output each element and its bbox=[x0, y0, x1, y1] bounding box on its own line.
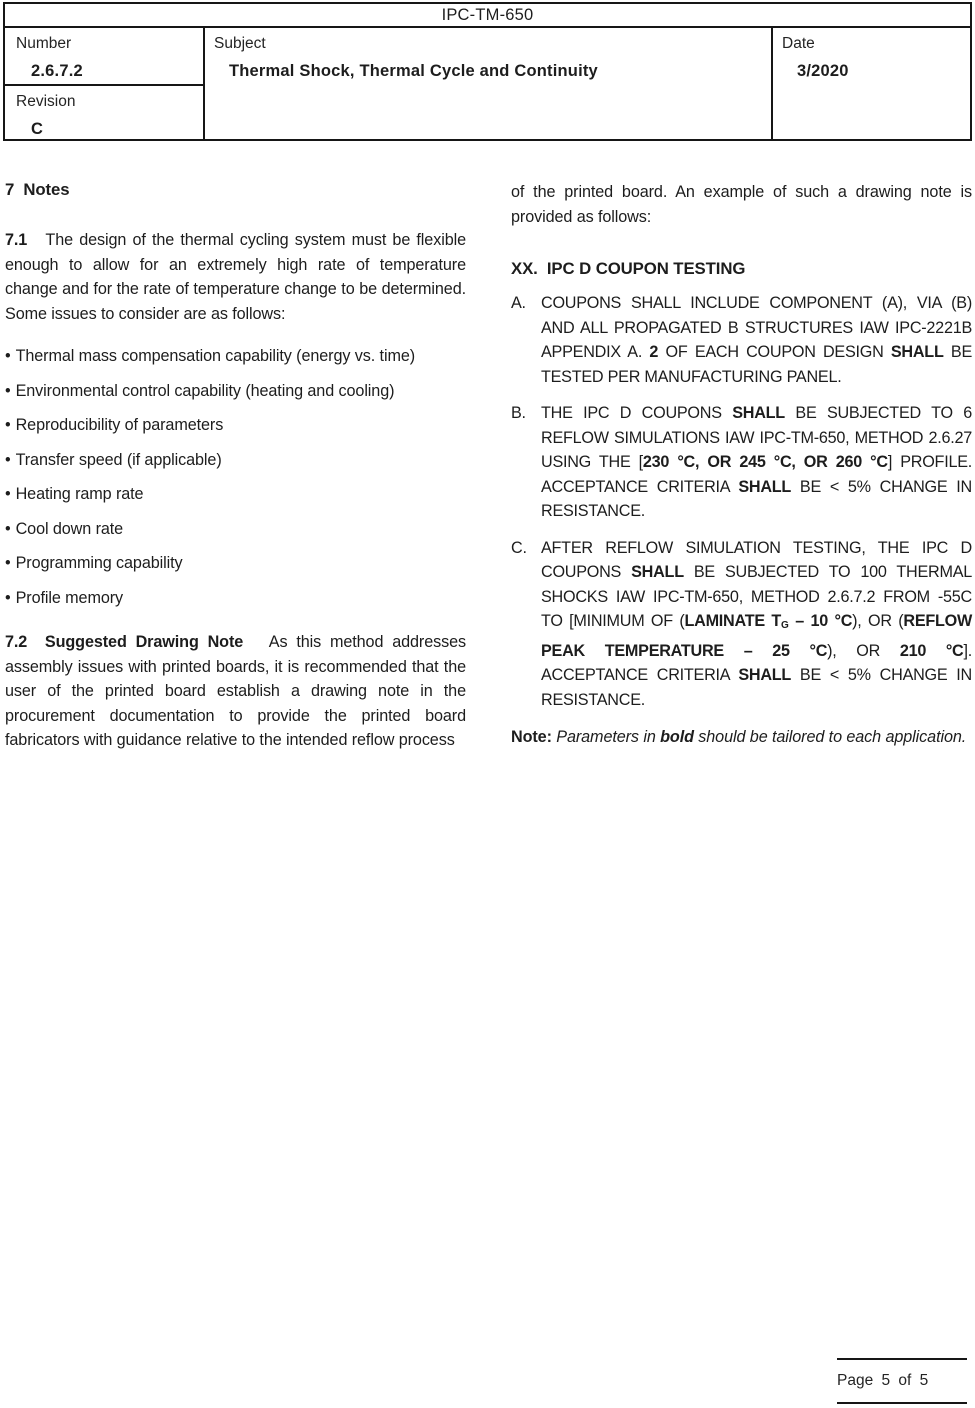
bullet-icon: • bbox=[5, 381, 11, 400]
list-item bbox=[5, 586, 466, 611]
doc-title: IPC-TM-650 bbox=[5, 4, 970, 28]
list-item bbox=[5, 344, 466, 369]
item-label: C. bbox=[511, 538, 527, 557]
subject-cell bbox=[205, 28, 773, 139]
revision-label: Revision bbox=[16, 93, 76, 110]
list-item bbox=[5, 482, 466, 507]
item-label: B. bbox=[511, 404, 526, 422]
left-column bbox=[5, 180, 471, 753]
header-table-body bbox=[5, 28, 970, 139]
item-text: COUPONS SHALL INCLUDE COMPONENT (A), VIA (B) AND ALL PROPAGATED B STRUCTURES IAW IPC-2221B APPENDIX A. 2 OF EACH COUPON DESIGN SHALL BE TESTED PER MANUFACTURING PANEL. bbox=[541, 294, 972, 386]
number-cell bbox=[5, 28, 203, 86]
bullet-icon: • bbox=[5, 554, 11, 572]
tailoring-note: Note: Parameters in bold should be tailored to each application. bbox=[511, 728, 967, 746]
paragraph-7-1: 7.1 The design of the thermal cycling system must be flexible enough to allow for an extremely high rate of temperature change and for the rate of temperature change to be determined. Some issues to consider are as follows: bbox=[5, 231, 471, 323]
revision-value: C bbox=[31, 120, 44, 138]
coupon-testing-heading: XX. IPC D COUPON TESTING bbox=[511, 259, 746, 278]
body-columns bbox=[5, 180, 972, 753]
considerations-list bbox=[5, 344, 466, 610]
header-table bbox=[3, 2, 972, 141]
bullet-icon: • bbox=[5, 588, 11, 607]
revision-cell bbox=[5, 86, 203, 139]
coupon-testing-items bbox=[511, 291, 972, 712]
coupon-item-c bbox=[511, 536, 972, 713]
list-item-text: Profile memory bbox=[15, 588, 124, 607]
page-number-text: Page 5 of 5 bbox=[837, 1372, 929, 1389]
bullet-icon: • bbox=[5, 519, 11, 538]
bullet-icon: • bbox=[5, 450, 11, 469]
list-item-text: Environmental control capability (heating and cooling) bbox=[15, 381, 395, 400]
list-item-text: Programming capability bbox=[15, 554, 183, 572]
header-left-column bbox=[5, 28, 205, 139]
list-item-text: Reproducibility of parameters bbox=[15, 416, 224, 434]
item-label: A. bbox=[511, 294, 526, 312]
list-item-text: Transfer speed (if applicable) bbox=[15, 450, 222, 469]
bullet-icon: • bbox=[5, 416, 11, 434]
drawing-note-intro: of the printed board. An example of such a drawing note is provided as follows: bbox=[511, 183, 972, 226]
bullet-icon: • bbox=[5, 347, 11, 365]
item-text: AFTER REFLOW SIMULATION TESTING, THE IPC D COUPONS SHALL BE SUBJECTED TO 100 THERMAL SHOCKS IAW IPC-TM-650, METHOD 2.6.7.2 FROM -55C TO [MINIMUM OF (LAMINATE $T_G - 10$ °C), OR (REFLOW PEAK TEMPERATURE – 25 °C), OR 210 °C]. ACCEPTANCE CRITERIA SHALL BE < 5% CHANGE IN RESISTANCE. bbox=[541, 538, 973, 709]
list-item bbox=[5, 517, 466, 542]
subject-value: Thermal Shock, Thermal Cycle and Continuity bbox=[229, 62, 598, 80]
number-label: Number bbox=[16, 35, 72, 52]
subject-label: Subject bbox=[214, 35, 266, 52]
list-item bbox=[5, 448, 466, 473]
date-cell bbox=[773, 28, 970, 139]
list-item bbox=[5, 413, 466, 438]
item-text: THE IPC D COUPONS SHALL BE SUBJECTED TO 6 REFLOW SIMULATIONS IAW IPC-TM-650, METHOD 2.6.27 USING THE [230 °C, OR 245 °C, OR 260 °C] PROFILE. ACCEPTANCE CRITERIA SHALL BE < 5% CHANGE IN RESISTANCE. bbox=[541, 404, 972, 520]
section-7-heading: 7 Notes bbox=[5, 180, 70, 199]
list-item-text: Thermal mass compensation capability (energy vs. time) bbox=[15, 347, 416, 365]
date-label: Date bbox=[782, 35, 815, 52]
number-value: 2.6.7.2 bbox=[31, 62, 83, 80]
list-item-text: Heating ramp rate bbox=[15, 485, 144, 503]
list-item bbox=[5, 551, 466, 576]
right-column bbox=[511, 180, 972, 753]
date-value: 3/2020 bbox=[797, 62, 849, 80]
coupon-item-a bbox=[511, 291, 972, 389]
page-number-footer bbox=[837, 1358, 967, 1404]
coupon-item-b bbox=[511, 401, 972, 524]
list-item-text: Cool down rate bbox=[15, 519, 124, 538]
bullet-icon: • bbox=[5, 485, 11, 503]
paragraph-7-2: 7.2 Suggested Drawing Note As this method addresses assembly issues with printed boards, it is recommended that the user of the printed board establish a drawing note in the procurement documentation to provide the printed board fabricators with guidance relative to the intended reflow process bbox=[5, 633, 471, 749]
list-item bbox=[5, 379, 466, 404]
